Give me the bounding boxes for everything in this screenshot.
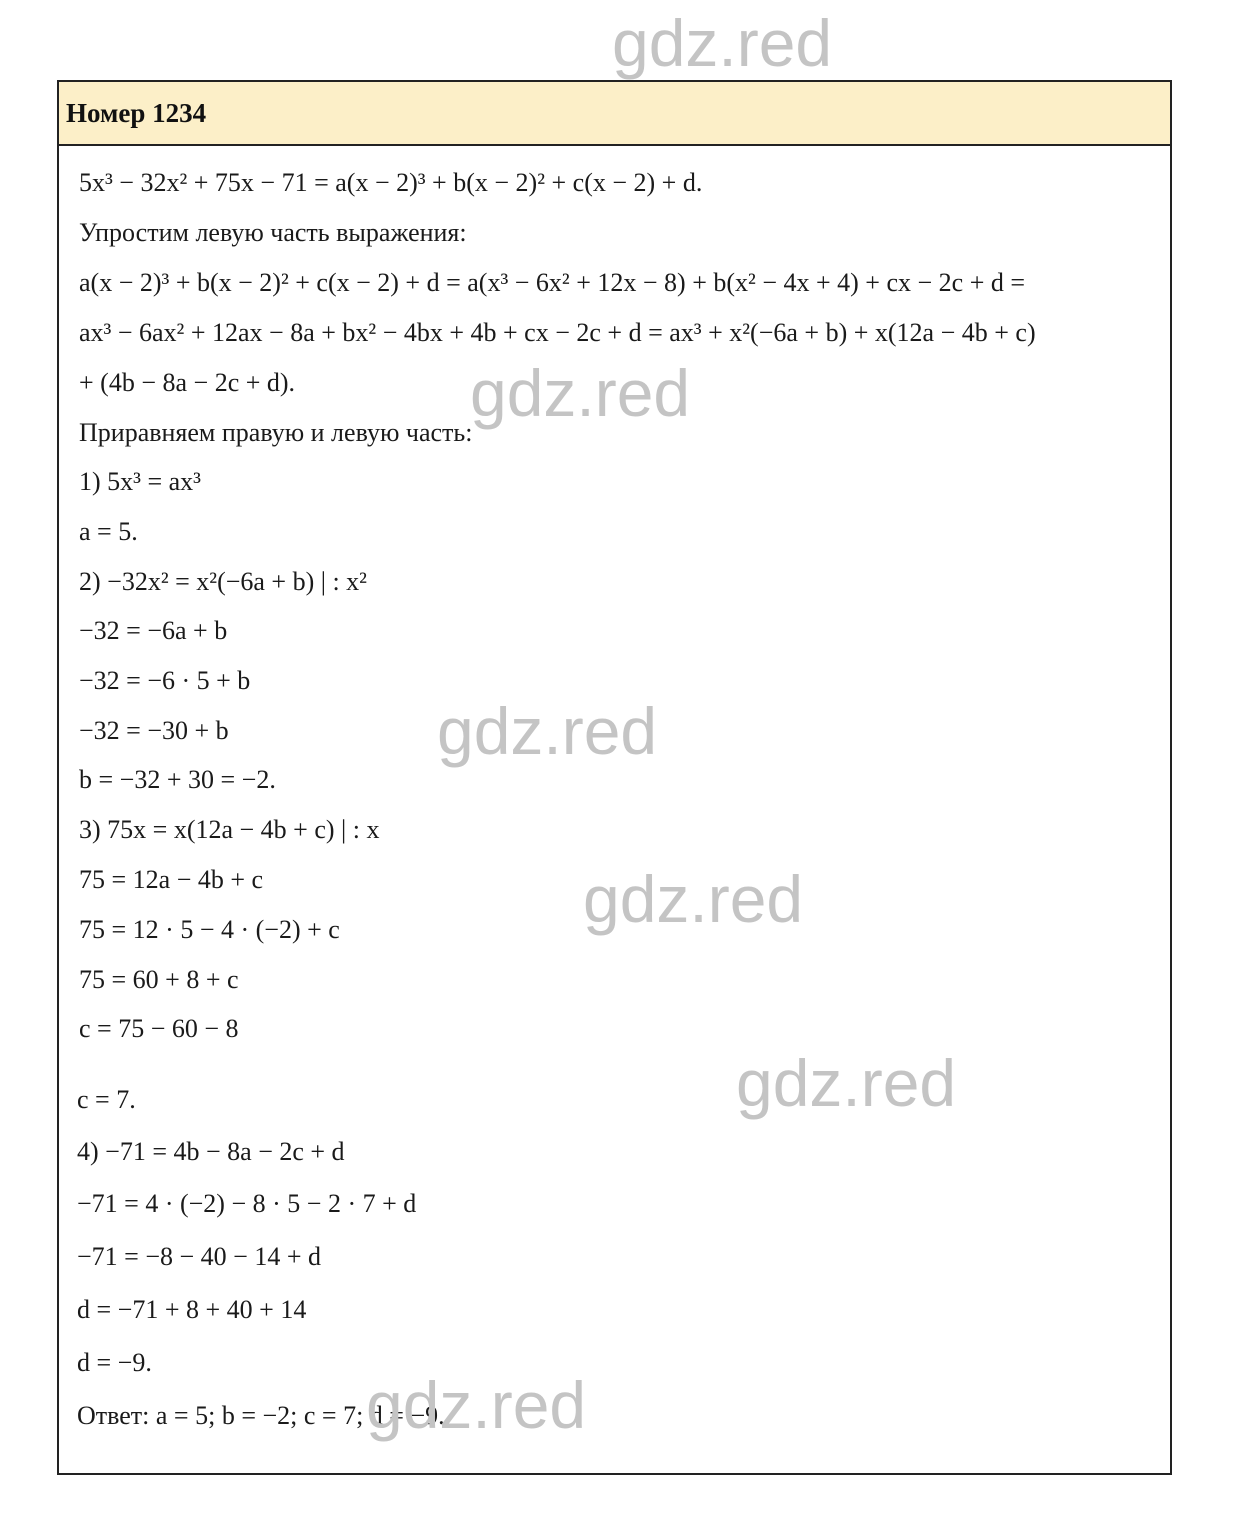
answer-line: Ответ: a = 5; b = −2; c = 7; d = −9. bbox=[77, 1401, 445, 1430]
solution-line: c = 7. bbox=[77, 1085, 136, 1114]
solution-line: −71 = −8 − 40 − 14 + d bbox=[77, 1242, 321, 1271]
solution-line: 3) 75x = x(12a − 4b + c) | : x bbox=[79, 815, 380, 844]
solution-line: Упростим левую часть выражения: bbox=[79, 218, 467, 247]
solution-line: b = −32 + 30 = −2. bbox=[79, 765, 276, 794]
solution-line: d = −9. bbox=[77, 1348, 152, 1377]
card-header bbox=[59, 82, 1170, 146]
solution-line: a(x − 2)³ + b(x − 2)² + c(x − 2) + d = a(x³ − 6x² + 12x − 8) + b(x² − 4x + 4) + cx − 2c + d = bbox=[79, 268, 1026, 297]
solution-line: a = 5. bbox=[79, 517, 138, 546]
solution-line: 1) 5x³ = ax³ bbox=[79, 467, 201, 496]
solution-line: 75 = 12 · 5 − 4 · (−2) + c bbox=[79, 915, 340, 944]
watermark: gdz.red bbox=[366, 1368, 587, 1442]
solution-line: 75 = 12a − 4b + c bbox=[79, 865, 264, 894]
watermark: gdz.red bbox=[736, 1046, 957, 1120]
solution-line: + (4b − 8a − 2c + d). bbox=[79, 368, 296, 397]
solution-line: −32 = −6a + b bbox=[79, 616, 228, 645]
solution-line: c = 75 − 60 − 8 bbox=[79, 1014, 239, 1043]
solution-line: 2) −32x² = x²(−6a + b) | : x² bbox=[79, 567, 367, 596]
watermark: gdz.red bbox=[583, 862, 804, 936]
solution-line: d = −71 + 8 + 40 + 14 bbox=[77, 1295, 307, 1324]
solution-line: −32 = −30 + b bbox=[79, 716, 229, 745]
solution-line: −71 = 4 · (−2) − 8 · 5 − 2 · 7 + d bbox=[77, 1189, 417, 1218]
solution-card bbox=[57, 80, 1172, 1475]
watermark: gdz.red bbox=[437, 694, 658, 768]
solution-line: −32 = −6 · 5 + b bbox=[79, 666, 251, 695]
solution-line: 75 = 60 + 8 + c bbox=[79, 965, 239, 994]
watermark: gdz.red bbox=[612, 6, 833, 80]
solution-line: ax³ − 6ax² + 12ax − 8a + bx² − 4bx + 4b + cx − 2c + d = ax³ + x²(−6a + b) + x(12a − 4b + c) bbox=[79, 318, 1036, 347]
solution-line: Приравняем правую и левую часть: bbox=[79, 418, 473, 447]
solution-line: 4) −71 = 4b − 8a − 2c + d bbox=[77, 1137, 345, 1166]
solution-line: 5x³ − 32x² + 75x − 71 = a(x − 2)³ + b(x − 2)² + c(x − 2) + d. bbox=[79, 168, 703, 197]
problem-title: Номер 1234 bbox=[66, 97, 207, 128]
watermark: gdz.red bbox=[470, 356, 691, 430]
